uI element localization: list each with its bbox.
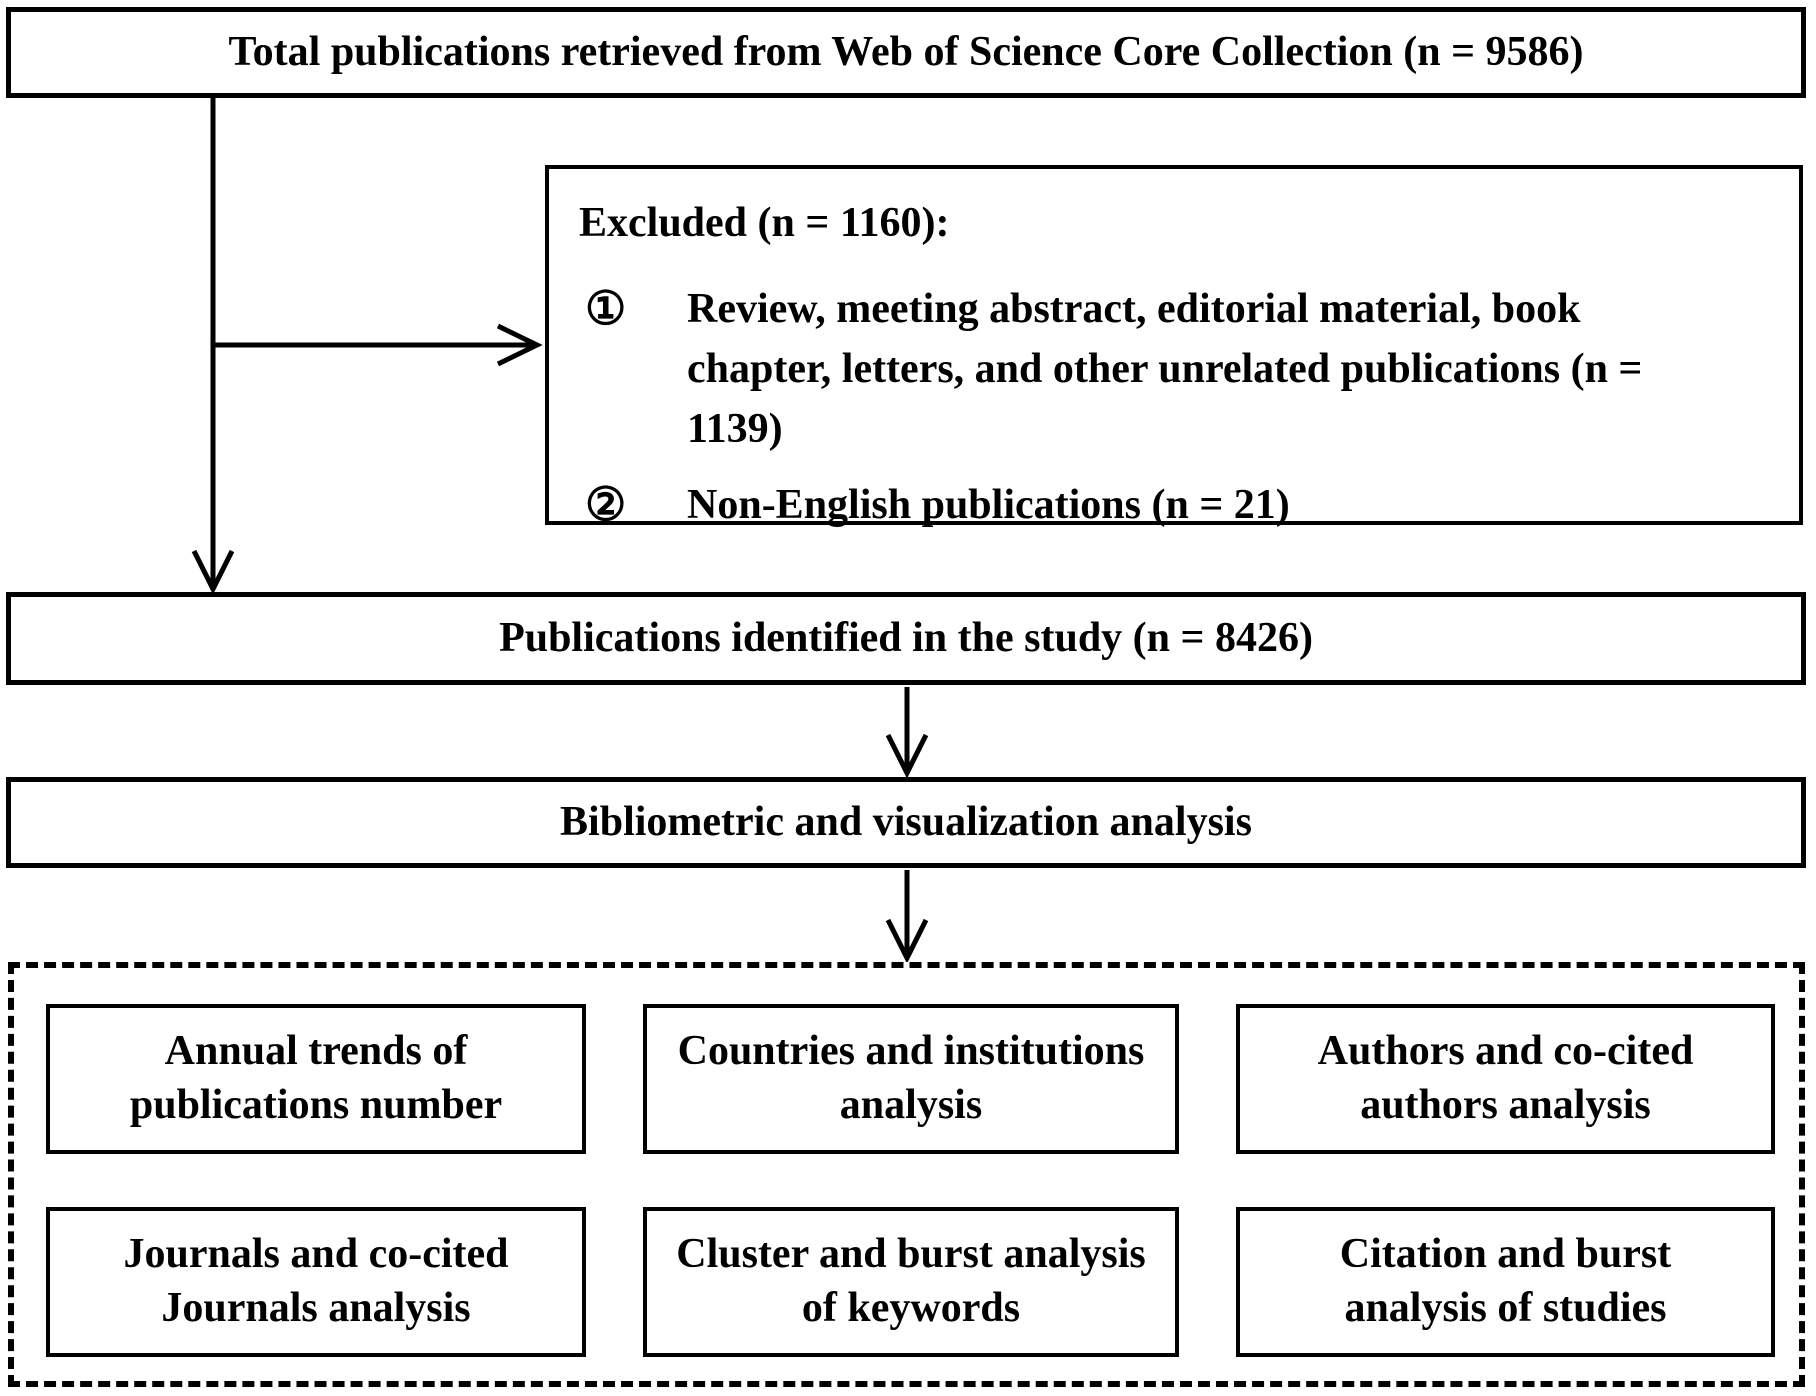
module-label: Annual trends of publications number xyxy=(129,1028,503,1128)
module-label: Journals and co-cited Journals analysis xyxy=(123,1231,509,1331)
module-authors-cocited xyxy=(1236,1004,1775,1154)
module-cluster-burst-keywords xyxy=(643,1207,1179,1357)
excluded-item xyxy=(579,279,1779,459)
module-citation-burst-studies xyxy=(1236,1207,1775,1357)
analysis-modules-container xyxy=(8,962,1805,1387)
arrow-down-icon xyxy=(888,735,926,773)
arrow-down-icon xyxy=(194,551,232,589)
module-label: Cluster and burst analysis of keywords xyxy=(676,1231,1146,1331)
total-publications-box xyxy=(6,7,1806,98)
bibliometric-analysis-box xyxy=(6,777,1806,868)
arrow-right-icon xyxy=(498,326,537,364)
module-label: Authors and co-cited authors analysis xyxy=(1317,1028,1694,1128)
excluded-item xyxy=(579,475,1779,535)
excluded-item-text: Review, meeting abstract, editorial material, book chapter, letters, and other unrelated publications (n = 1139) xyxy=(687,286,1643,452)
excluded-title: Excluded (n = 1160): xyxy=(579,200,950,246)
circled-two-icon: ② xyxy=(585,479,627,530)
arrow-down-icon xyxy=(888,920,926,958)
identified-publications-label: Publications identified in the study (n = 8426) xyxy=(499,615,1313,662)
module-label: Citation and burst analysis of studies xyxy=(1339,1231,1672,1331)
total-publications-label: Total publications retrieved from Web of Science Core Collection (n = 9586) xyxy=(228,29,1584,76)
module-label: Countries and institutions analysis xyxy=(677,1028,1145,1128)
bibliometric-analysis-label: Bibliometric and visualization analysis xyxy=(560,799,1252,846)
circled-one-icon: ① xyxy=(585,283,627,334)
module-annual-trends xyxy=(46,1004,586,1154)
excluded-item-text: Non-English publications (n = 21) xyxy=(687,482,1290,528)
module-journals-cocited xyxy=(46,1207,586,1357)
excluded-box xyxy=(545,165,1803,530)
identified-publications-box xyxy=(6,592,1806,685)
module-countries-institutions xyxy=(643,1004,1179,1154)
